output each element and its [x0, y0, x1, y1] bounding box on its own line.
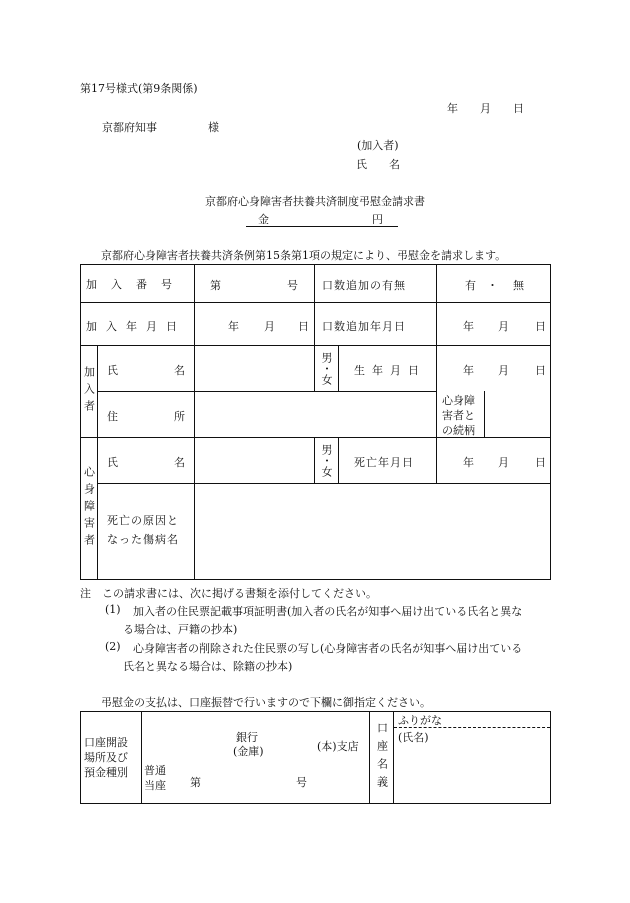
applicant-role: (加入者) — [357, 139, 399, 152]
member-group-label: 加入者 — [82, 366, 96, 417]
account-dai: 第 — [190, 776, 201, 789]
notes-item2-b: 氏名と異なる場合は、除籍の抄本) — [123, 660, 293, 673]
notes-item1-no: (1) — [105, 603, 121, 616]
intro-text: 京都府心身障害者扶養共済条例第15条第1項の規定により、弔慰金を請求します。 — [101, 249, 507, 262]
notes-line1: この請求書には、次に掲げる書類を添付してください。 — [102, 587, 377, 600]
add-units-label: 口数追加の有無 — [322, 279, 406, 292]
holder-label: 口座名義 — [375, 721, 389, 794]
date-line: 年 月 日 — [447, 102, 524, 115]
furigana-label: ふりがな — [398, 714, 442, 727]
bank-label-3: 預金種別 — [84, 766, 128, 779]
add-units-date-label: 口数追加年月日 — [322, 320, 406, 333]
birth-date-label: 生年月日 — [354, 364, 426, 377]
notes-item2-a: 心身障害者の削除された住民票の写し(心身障害者の氏名が知事へ届け出ている — [133, 642, 523, 655]
join-date-day: 日 — [298, 320, 309, 333]
addressee: 京都府知事 — [102, 121, 157, 134]
member-number-label: 加入番号 — [86, 277, 186, 291]
cause-label-2: なった傷病名 — [107, 533, 179, 546]
member-number-go: 号 — [287, 279, 298, 292]
death-month: 月 — [498, 456, 509, 469]
notes-item2-no: (2) — [105, 640, 121, 653]
amount-underline — [246, 226, 398, 227]
bank-label-1: 口座開設 — [84, 736, 128, 749]
account-go: 号 — [296, 776, 307, 789]
relation-label-2: 害者と — [442, 409, 475, 422]
add-date-day: 日 — [535, 320, 546, 333]
form-number: 第17号様式(第9条関係) — [80, 82, 198, 95]
disabled-group-label: 心身障害者 — [82, 466, 96, 551]
death-date-label: 死亡年月日 — [354, 456, 414, 469]
birth-year: 年 — [463, 364, 474, 377]
add-units-no: 無 — [513, 279, 524, 292]
join-date-month: 月 — [264, 320, 275, 333]
bank-name-label: 銀行 — [236, 731, 258, 744]
add-date-year: 年 — [463, 320, 474, 333]
disabled-sex: 男・女 — [320, 444, 333, 477]
notes-head: 注 — [80, 587, 91, 600]
birth-month: 月 — [498, 364, 509, 377]
amount-prefix: 金 — [258, 213, 269, 226]
amount-unit: 円 — [372, 213, 383, 226]
member-number-dai: 第 — [210, 279, 221, 292]
document-title: 京都府心身障害者扶養共済制度弔慰金請求書 — [205, 195, 425, 208]
disabled-name-label: 氏名 — [107, 456, 241, 469]
notes-item1-b: る場合は、戸籍の抄本) — [123, 623, 238, 636]
applicant-name-label: 氏 名 — [356, 158, 400, 171]
cause-label-1: 死亡の原因と — [107, 514, 179, 527]
kinko-label: (金庫) — [233, 745, 264, 758]
death-year: 年 — [463, 456, 474, 469]
bank-label-2: 場所及び — [84, 751, 128, 764]
birth-day: 日 — [535, 364, 546, 377]
add-units-dot: ・ — [487, 279, 498, 292]
addressee-suffix: 様 — [208, 121, 219, 134]
payment-intro: 弔慰金の支払は、口座振替で行いますので下欄に御指定ください。 — [101, 696, 431, 709]
add-units-yes: 有 — [465, 279, 476, 292]
relation-label-3: の続柄 — [442, 424, 475, 437]
toza-label: 当座 — [144, 779, 166, 792]
death-day: 日 — [535, 456, 546, 469]
address-label: 住所 — [107, 410, 241, 423]
holder-name-label: (氏名) — [398, 731, 429, 744]
branch-label: (本)支店 — [317, 740, 359, 753]
futsu-label: 普通 — [144, 764, 166, 777]
join-date-label: 加入年月日 — [86, 320, 186, 333]
member-sex: 男・女 — [320, 352, 333, 385]
notes-item1-a: 加入者の住民票記載事項証明書(加入者の氏名が知事へ届け出ている氏名と異な — [133, 605, 523, 618]
add-date-month: 月 — [498, 320, 509, 333]
relation-label-1: 心身障 — [442, 394, 475, 407]
member-name-label: 氏名 — [107, 364, 241, 377]
join-date-year: 年 — [228, 320, 239, 333]
